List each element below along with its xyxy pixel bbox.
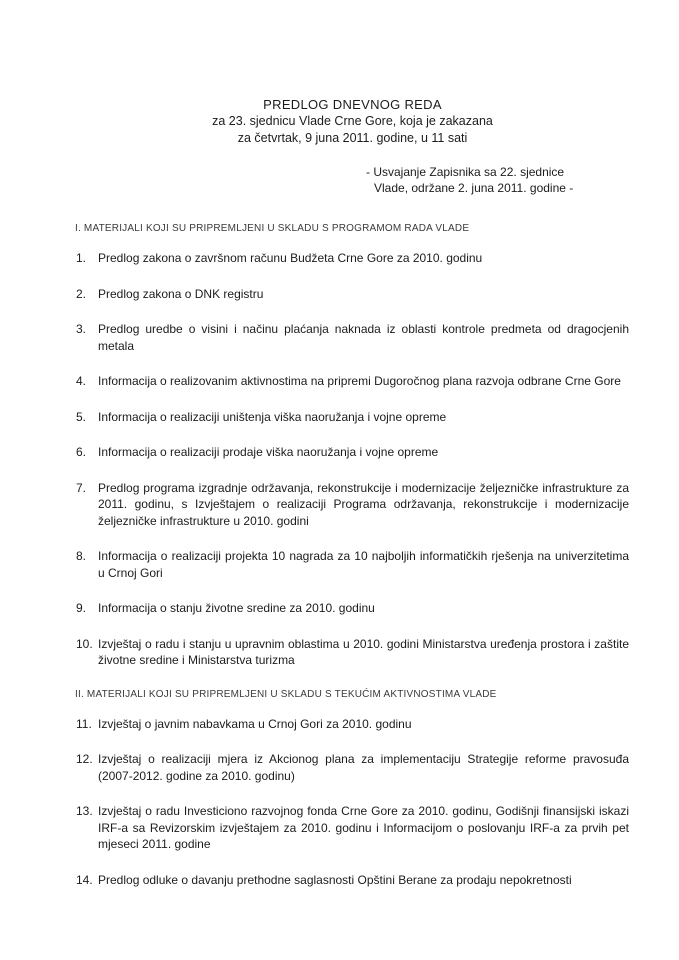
agenda-item-3	[76, 321, 629, 354]
item-text: Izvještaj o javnim nabavkama u Crnoj Gori za 2010. godinu	[98, 716, 412, 731]
item-text: Izvještaj o realizaciji mjera iz Akcionog plana za implementaciju Strategije reforme pravosuđa (2007-2012. godine za 2010. godinu)	[98, 752, 629, 783]
agenda-item-9	[76, 600, 629, 617]
item-text: Informacija o realizaciji prodaje viška naoružanja i vojne opreme	[98, 445, 439, 459]
agenda-item-4	[76, 373, 629, 390]
agenda-item-5	[76, 409, 629, 426]
item-text: Informacija o stanju životne sredine za 2010. godinu	[98, 601, 375, 615]
section-2-heading: II. MATERIJALI KOJI SU PRIPREMLJENI U SKLADU S TEKUĆIM AKTIVNOSTIMA VLADE	[75, 688, 497, 700]
item-number: 8.	[76, 549, 87, 563]
section-1-heading: I. MATERIJALI KOJI SU PRIPREMLJENI U SKLADU S PROGRAMOM RADA VLADE	[75, 223, 470, 234]
item-text: Izvještaj o radu Investiciono razvojnog fonda Crne Gore za 2010. godinu, Godišnji finansijski iskazi IRF-a sa Revizorskim izvještajem za 2010. godinu i Informacijom o poslovanju IRF-a za prvih pet mjeseci 2011. godine	[98, 804, 629, 851]
agenda-item-6	[76, 444, 629, 461]
item-number: 11.	[76, 716, 92, 731]
item-text: Izvještaj o radu i stanju u upravnim oblastima u 2010. godini Ministarstva uređenja prostora i zaštite životne sredine i Ministarstva turizma	[98, 636, 629, 667]
item-text: Informacija o realizaciji uništenja viška naoružanja i vojne opreme	[98, 409, 447, 424]
item-number: 12.	[76, 752, 93, 766]
item-text: Predlog odluke o davanju prethodne saglasnosti Opštini Berane za prodaju nepokretnosti	[98, 872, 572, 887]
agenda-item-13	[76, 803, 629, 853]
document-subtitle-line2: za četvrtak, 9 juna 2011. godine, u 11 sati	[237, 130, 468, 145]
agenda-item-11	[76, 716, 629, 733]
section-1-items	[76, 250, 629, 669]
item-number: 1.	[76, 251, 87, 265]
document-title: PREDLOG DNEVNOG REDA	[263, 97, 442, 112]
document-subtitle-line1: za 23. sjednicu Vlade Crne Gore, koja je zakazana	[212, 114, 493, 128]
item-text: Informacija o realizovanim aktivnostima na pripremi Dugoročnog plana razvoja odbrane Crne Gore	[98, 374, 621, 388]
item-number: 14.	[76, 872, 93, 887]
item-number: 3.	[76, 322, 87, 336]
agenda-item-14	[76, 872, 629, 889]
item-text: Predlog programa izgradnje održavanja, rekonstrukcije i modernizacije željezničke infrastrukture za 2011. godinu, s Izvještajem o realizaciji Programa održavanja, rekonstrukcije i modernizacije željezničke infrastrukture u 2010. godini	[98, 480, 629, 528]
session-note-line2: Vlade, održane 2. juna 2011. godine -	[374, 181, 574, 195]
agenda-item-2	[76, 286, 629, 303]
item-number: 7.	[76, 480, 87, 495]
session-note-line1: - Usvajanje Zapisnika sa 22. sjednice	[366, 165, 565, 179]
item-number: 10.	[76, 636, 93, 651]
agenda-item-7	[76, 480, 629, 530]
section-2-items	[76, 716, 629, 889]
agenda-item-1	[76, 250, 629, 267]
agenda-item-10	[76, 636, 629, 669]
item-text: Informacija o realizaciji projekta 10 nagrada za 10 najboljih informatičkih rješenja na univerzitetima u Crnoj Gori	[98, 549, 629, 580]
item-number: 5.	[76, 409, 87, 424]
item-text: Predlog uredbe o visini i načinu plaćanja naknada iz oblasti kontrole predmeta od dragocjenih metala	[98, 322, 629, 353]
item-text: Predlog zakona o završnom računu Budžeta Crne Gore za 2010. godinu	[98, 251, 483, 265]
item-number: 6.	[76, 445, 87, 459]
item-text: Predlog zakona o DNK registru	[98, 286, 264, 301]
session-note	[366, 164, 629, 196]
item-number: 13.	[76, 804, 93, 818]
item-number: 9.	[76, 601, 87, 615]
item-number: 2.	[76, 286, 87, 301]
agenda-item-8	[76, 548, 629, 581]
item-number: 4.	[76, 374, 87, 388]
agenda-item-12	[76, 751, 629, 784]
